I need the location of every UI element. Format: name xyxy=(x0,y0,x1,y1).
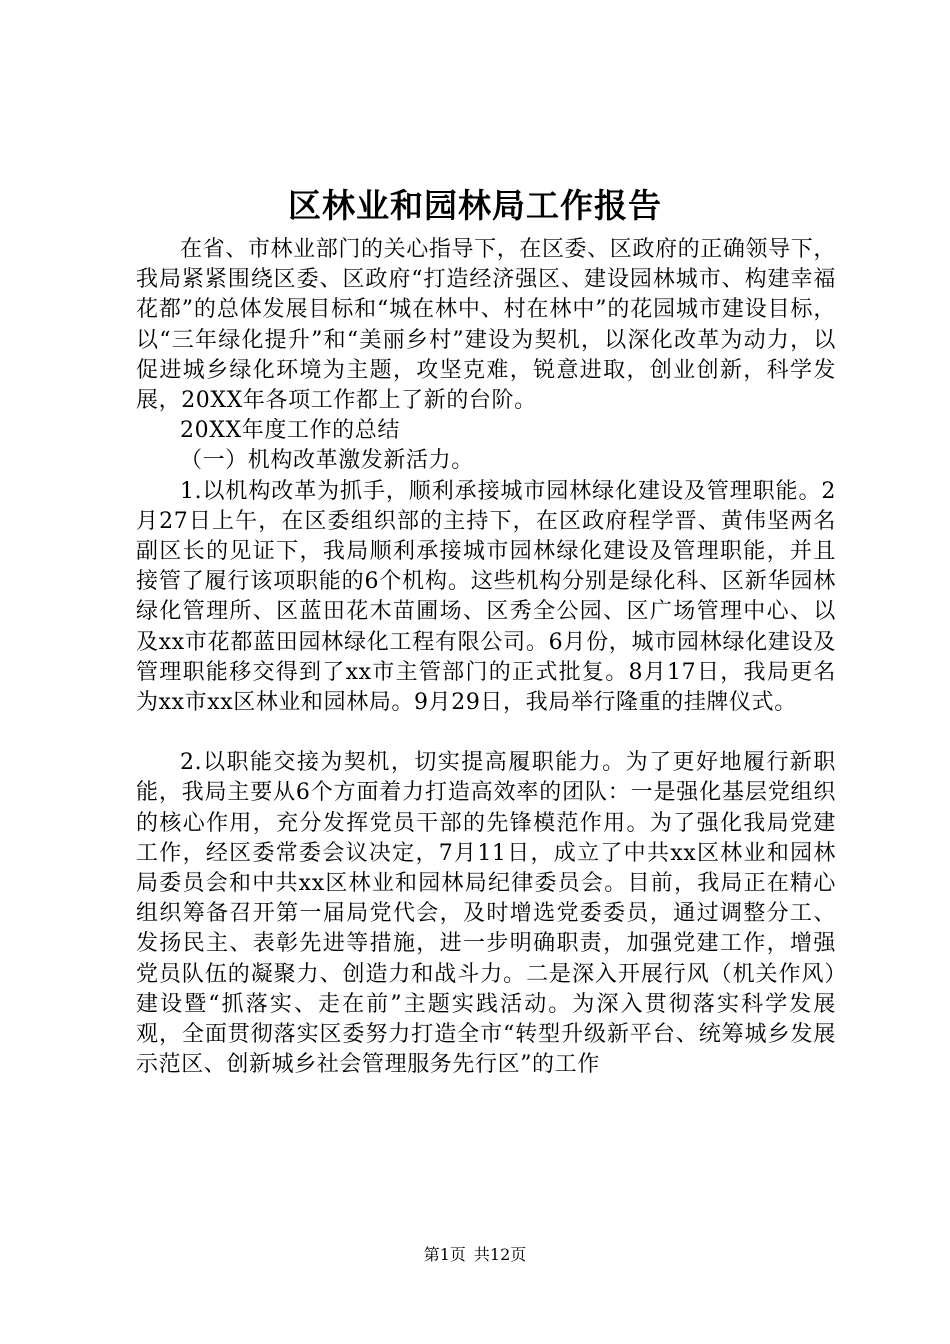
paragraph-gap xyxy=(136,718,836,748)
subsection-heading: （一）机构改革激发新活力。 xyxy=(180,448,474,474)
page-footer xyxy=(0,1244,950,1266)
item-1-paragraph: 1.以机构改革为抓手，顺利承接城市园林绿化建设及管理职能。2月27日上午，在区委组织部的主持下，在区政府程学晋、黄伟坚两名副区长的见证下，我局顺利承接城市园林绿化建设及管理职能，并且接管了履行该项职能的6个机构。这些机构分别是绿化科、区新华园林绿化管理所、区蓝田花木苗圃场、区秀全公园、区广场管理中心、以及xx市花都蓝田园林绿化工程有限公司。6月份，城市园林绿化建设及管理职能移交得到了xx市主管部门的正式批复。8月17日，我局更名为xx市xx区林业和园林局。9月29日，我局举行隆重的挂牌仪式。 xyxy=(136,478,836,716)
document-body xyxy=(136,235,836,1080)
page-total: 共12页 xyxy=(473,1245,527,1264)
document-title: 区林业和园林局工作报告 xyxy=(288,186,662,225)
page-number: 第1页 xyxy=(423,1245,466,1264)
section-heading: 20XX年度工作的总结 xyxy=(180,418,400,444)
intro-paragraph: 在省、市林业部门的关心指导下，在区委、区政府的正确领导下，我局紧紧围绕区委、区政府“打造经济强区、建设园林城市、构建幸福花都”的总体发展目标和“城在林中、村在林中”的花园城市建设目标，以“三年绿化提升”和“美丽乡村”建设为契机，以深化改革为动力，以促进城乡绿化环境为主题，攻坚克难，锐意进取，创业创新，科学发展，20XX年各项工作都上了新的台阶。 xyxy=(136,237,836,414)
item-2-paragraph: 2.以职能交接为契机，切实提高履职能力。为了更好地履行新职能，我局主要从6个方面着力打造高效率的团队：一是强化基层党组织的核心作用，充分发挥党员干部的先锋模范作用。为了强化我局党建工作，经区委常委会议决定，7月11日，成立了中共xx区林业和园林局委员会和中共xx区林业和园林局纪律委员会。目前，我局正在精心组织筹备召开第一届局党代会，及时增选党委委员，通过调整分工、发扬民主、表彰先进等措施，进一步明确职责，加强党建工作，增强党员队伍的凝聚力、创造力和战斗力。二是深入开展行风（机关作风）建设暨“抓落实、走在前”主题实践活动。为深入贯彻落实科学发展观，全面贯彻落实区委努力打造全市“转型升级新平台、统筹城乡发展示范区、创新城乡社会管理服务先行区”的工作 xyxy=(136,750,836,1078)
